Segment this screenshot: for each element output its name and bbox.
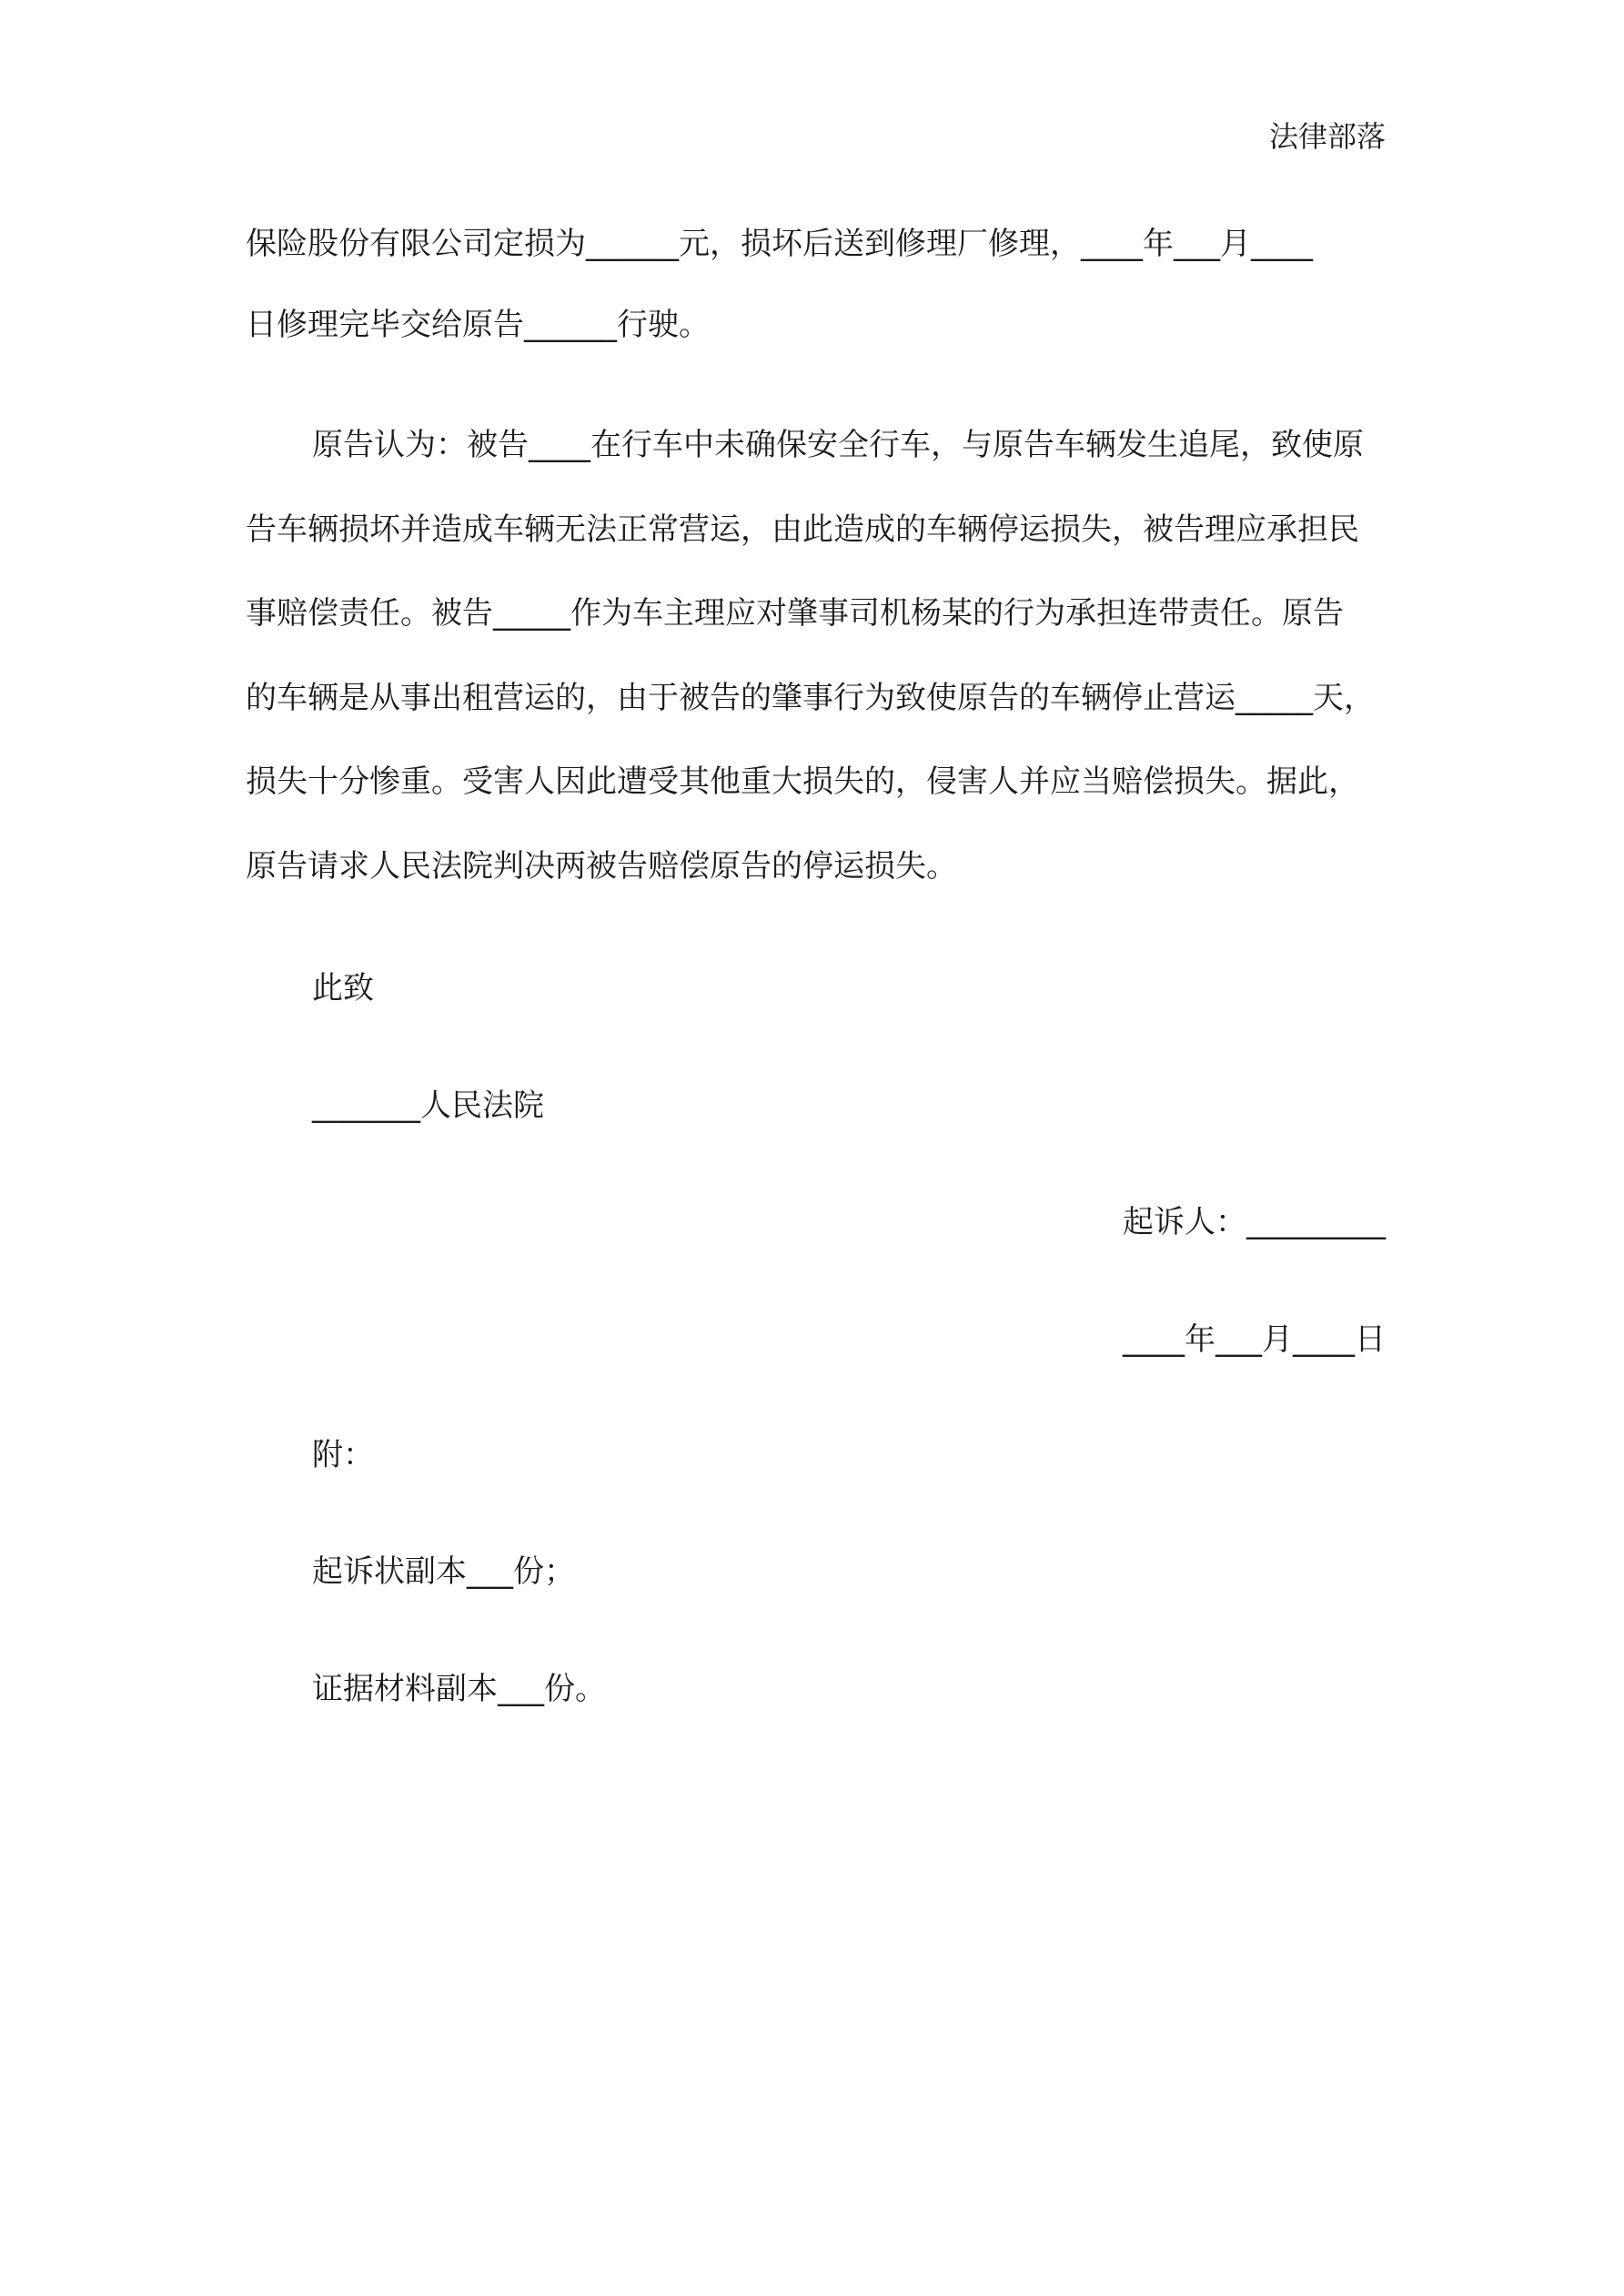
court-name: _______人民法院 [312,1087,544,1124]
paragraph1-line-1: 保险股份有限公司定损为______元，损坏后送到修理厂修理，____年___月____ [246,226,1313,262]
salutation: 此致 [312,970,374,1006]
attachment-item: 证据材料副本___份。 [312,1671,606,1707]
paragraph1-line-2: 日修理完毕交给原告______行驶。 [246,307,710,343]
attachment-item: 起诉状副本___份； [312,1553,575,1590]
header-brand: 法律部落 [1268,119,1386,154]
document-date: ____年___月____日 [1123,1321,1386,1358]
paragraph2-line-6: 原告请求人民法院判决两被告赔偿原告的停运损失。 [246,848,957,885]
plaintiff-signature: 起诉人：_________ [1123,1204,1386,1240]
paragraph2-line-5: 损失十分惨重。受害人因此遭受其他重大损失的，侵害人并应当赔偿损失。据此， [246,764,1359,800]
paragraph2-line-3: 事赔偿责任。被告_____作为车主理应对肇事司机杨某的行为承担连带责任。原告 [246,595,1344,632]
attachments-label: 附： [312,1437,374,1473]
paragraph2-line-1: 原告认为：被告____在行车中未确保安全行车，与原告车辆发生追尾，致使原 [312,427,1364,463]
paragraph2-line-4: 的车辆是从事出租营运的，由于被告的肇事行为致使原告的车辆停止营运_____天， [246,680,1375,716]
paragraph2-line-2: 告车辆损坏并造成车辆无法正常营运，由此造成的车辆停运损失，被告理应承担民 [246,511,1359,548]
